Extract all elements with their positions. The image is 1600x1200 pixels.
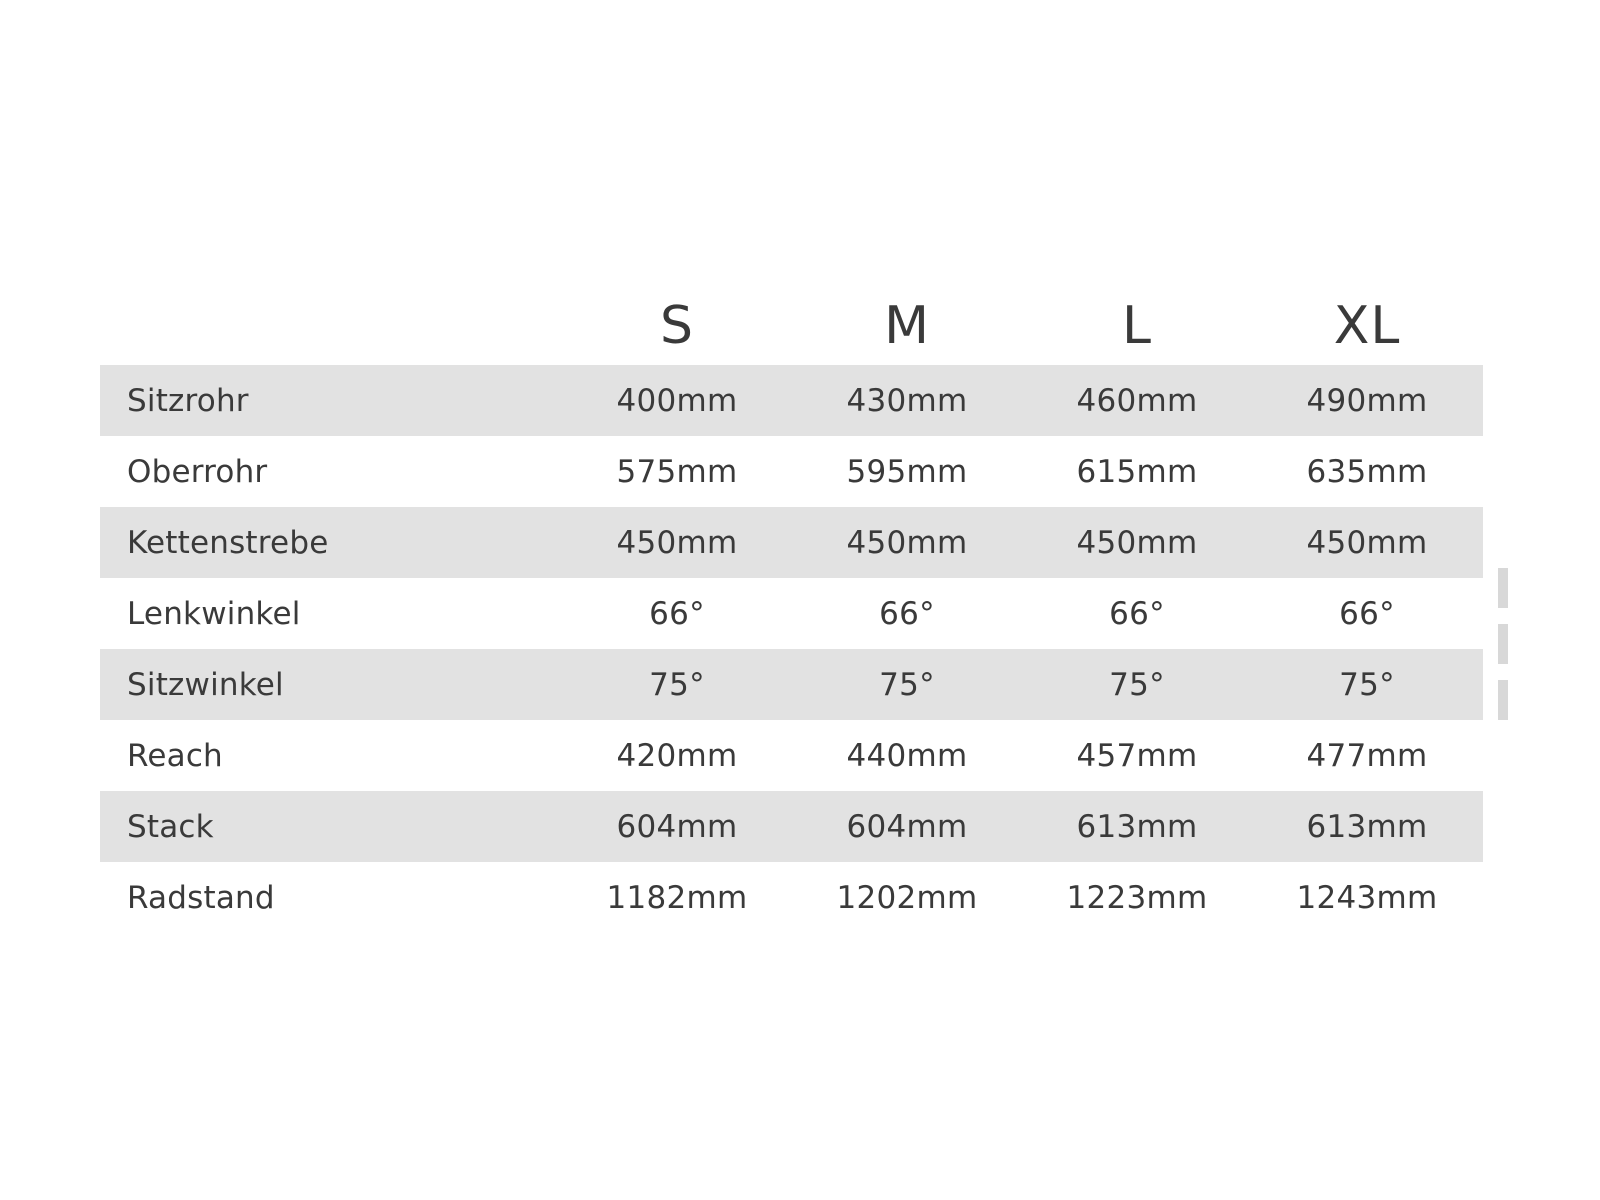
table-row-radstand [100, 862, 1483, 933]
table-row-lenkwinkel [100, 578, 1483, 649]
geometry-table [100, 285, 1483, 933]
value-cell: 66° [649, 595, 705, 632]
row-label: Stack [127, 808, 214, 845]
value-cell: 450mm [616, 524, 738, 561]
value-cell: 490mm [1306, 382, 1428, 419]
table-row-oberrohr [100, 436, 1483, 507]
row-label: Lenkwinkel [127, 595, 301, 632]
size-header-row [100, 285, 1483, 365]
value-cell: 595mm [846, 453, 968, 490]
table-row-kettenstrebe [100, 507, 1483, 578]
edge-artifact [1498, 568, 1508, 736]
row-label: Radstand [127, 879, 275, 916]
value-cell: 1223mm [1066, 879, 1208, 916]
value-cell: 460mm [1076, 382, 1198, 419]
edge-artifact-block [1498, 568, 1508, 608]
value-cell: 1243mm [1296, 879, 1438, 916]
table-row-reach [100, 720, 1483, 791]
edge-artifact-block [1498, 680, 1508, 720]
size-header-m: M [884, 296, 930, 356]
value-cell: 457mm [1076, 737, 1198, 774]
value-cell: 66° [879, 595, 935, 632]
value-cell: 75° [879, 666, 935, 703]
row-label: Oberrohr [127, 453, 268, 490]
value-cell: 604mm [846, 808, 968, 845]
edge-artifact-block [1498, 624, 1508, 664]
value-cell: 477mm [1306, 737, 1428, 774]
value-cell: 450mm [1306, 524, 1428, 561]
table-row-sitzwinkel [100, 649, 1483, 720]
value-cell: 75° [1339, 666, 1395, 703]
row-label: Kettenstrebe [127, 524, 329, 561]
row-label: Sitzrohr [127, 382, 249, 419]
value-cell: 450mm [1076, 524, 1198, 561]
table-row-stack [100, 791, 1483, 862]
value-cell: 615mm [1076, 453, 1198, 490]
value-cell: 400mm [616, 382, 738, 419]
row-label: Reach [127, 737, 223, 774]
size-header-s: S [659, 296, 694, 356]
value-cell: 75° [1109, 666, 1165, 703]
value-cell: 575mm [616, 453, 738, 490]
value-cell: 1202mm [836, 879, 978, 916]
value-cell: 613mm [1076, 808, 1198, 845]
value-cell: 1182mm [606, 879, 748, 916]
value-cell: 75° [649, 666, 705, 703]
table-row-sitzrohr [100, 365, 1483, 436]
value-cell: 604mm [616, 808, 738, 845]
value-cell: 440mm [846, 737, 968, 774]
row-label: Sitzwinkel [127, 666, 284, 703]
value-cell: 613mm [1306, 808, 1428, 845]
value-cell: 66° [1109, 595, 1165, 632]
value-cell: 430mm [846, 382, 968, 419]
value-cell: 635mm [1306, 453, 1428, 490]
value-cell: 66° [1339, 595, 1395, 632]
value-cell: 450mm [846, 524, 968, 561]
size-header-l: L [1122, 296, 1152, 356]
value-cell: 420mm [616, 737, 738, 774]
size-header-xl: XL [1333, 296, 1401, 356]
